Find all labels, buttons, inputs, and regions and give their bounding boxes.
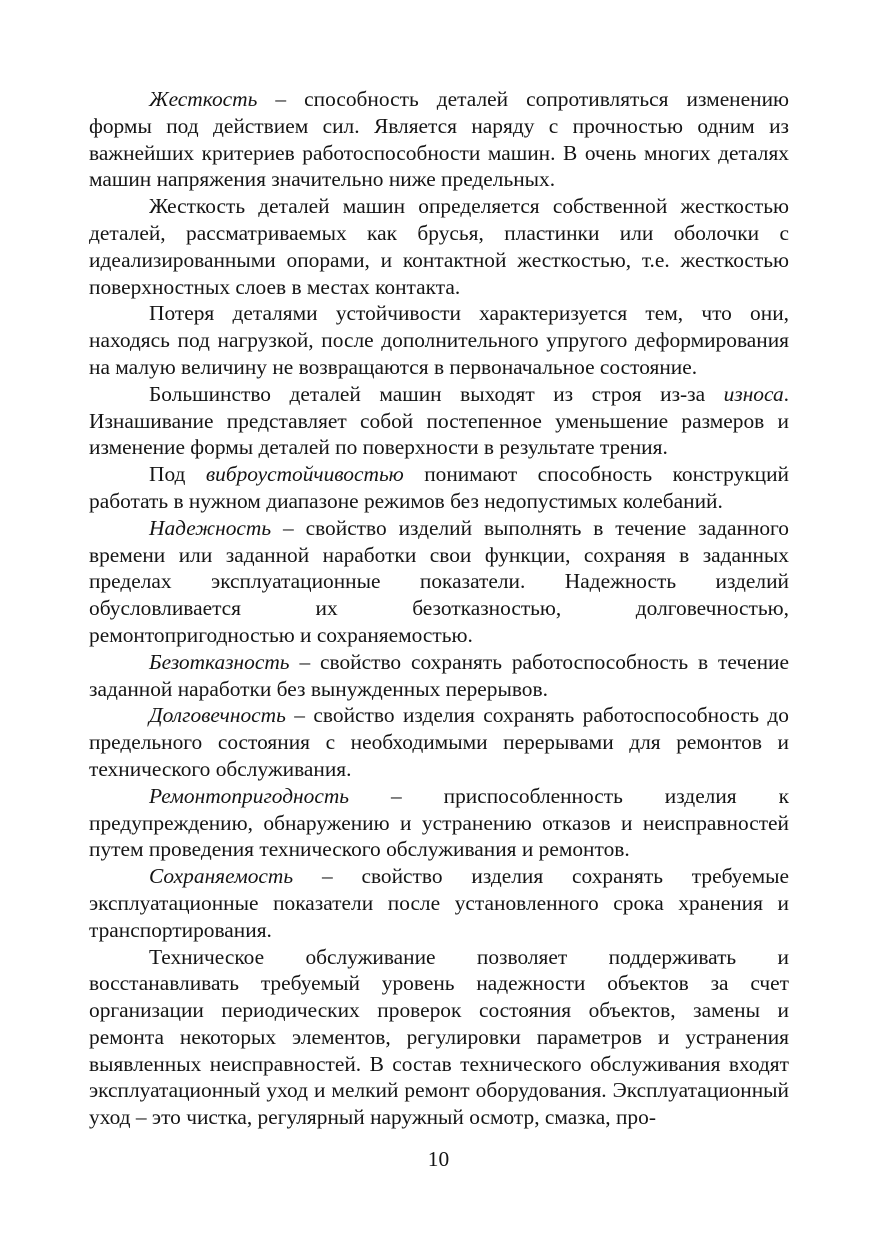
paragraph-text: Техническое обслуживание позволяет поддерживать и восстанавливать требуемый уровень надежности объектов за счет организации периодических проверок состояния объектов, замены и ремонта некоторых элементов, регулировки параметров и устранения выявленных неисправностей. В состав технического обслуживания входят эксплуатационный уход и мелкий ремонт оборудования. Эксплуатационный уход – это чистка, регулярный наружный осмотр, смазка, про- [89,944,789,1130]
paragraph-maintainability [89,783,789,863]
paragraph-reliability [89,515,789,649]
paragraph-text-before: Большинство деталей машин выходят из строя из-за [149,381,724,406]
definition-stiffness: – способность деталей сопротивляться изменению формы под действием сил. Является наряду с прочностью одним из важнейших критериев работоспособности машин. В очень многих деталях машин напряжения значительно ниже предельных. [89,87,789,192]
paragraph-text: Потеря деталями устойчивости характеризуется тем, что они, находясь под нагрузкой, после дополнительного упругого деформирования на малую величину не возвращаются в первоначальное состояние. [89,301,789,379]
term-wear: износа [723,381,784,406]
paragraph-durability [89,702,789,782]
paragraph-vibration [89,461,789,515]
term-storability: Сохраняемость [149,864,294,889]
term-durability: Долговечность [149,703,286,728]
page-body [89,86,789,1131]
paragraph-stiffness-details [89,193,789,300]
paragraph-text-after: понимают способность конструкций работать в нужном диапазоне режимов без недопустимых колебаний. [89,462,790,513]
page-number: 10 [427,1147,450,1171]
paragraph-maintenance [89,944,789,1132]
paragraph-text-after: . Изнашивание представляет собой постепенное уменьшение размеров и изменение формы деталей по поверхности в результате трения. [89,381,789,460]
definition-maintainability: – приспособленность изделия к предупреждению, обнаружению и устранению отказов и неисправностей путем проведения технического обслуживания и ремонтов. [89,783,789,862]
paragraph-stiffness [89,86,789,193]
definition-reliability: – свойство изделий выполнять в течение заданного времени или заданной наработки свои функции, сохраняя в заданных пределах эксплуатационные показатели. Надежность изделий обусловливается их безотказностью, долговечностью, ремонтопригодностью и сохраняемостью. [89,515,789,647]
definition-failure-free: – свойство сохранять работоспособность в течение заданной наработки без вынужденных перерывов. [89,649,789,701]
definition-storability: – свойство изделия сохранять требуемые эксплуатационные показатели после установленного срока хранения и транспортирования. [89,864,789,942]
paragraph-text-before: Под [149,462,206,487]
paragraph-failure-free [89,649,789,703]
term-failure-free: Безотказность [149,649,290,674]
paragraph-text: Жесткость деталей машин определяется собственной жесткостью деталей, рассматриваемых как брусья, пластинки или оболочки с идеализированными опорами, и контактной жесткостью, т.е. жесткостью поверхностных слоев в местах контакта. [89,194,789,299]
term-reliability: Надежность [149,515,272,540]
term-maintainability: Ремонтопригодность [149,783,350,808]
paragraph-stability [89,300,789,380]
definition-durability: – свойство изделия сохранять работоспособность до предельного состояния с необходимыми перерывами для ремонтов и технического обслуживания. [89,703,789,781]
term-vibration-resistance: виброустойчивостью [205,462,404,487]
term-stiffness: Жесткость [149,87,258,111]
paragraph-wear [89,381,789,461]
paragraph-storability [89,863,789,943]
